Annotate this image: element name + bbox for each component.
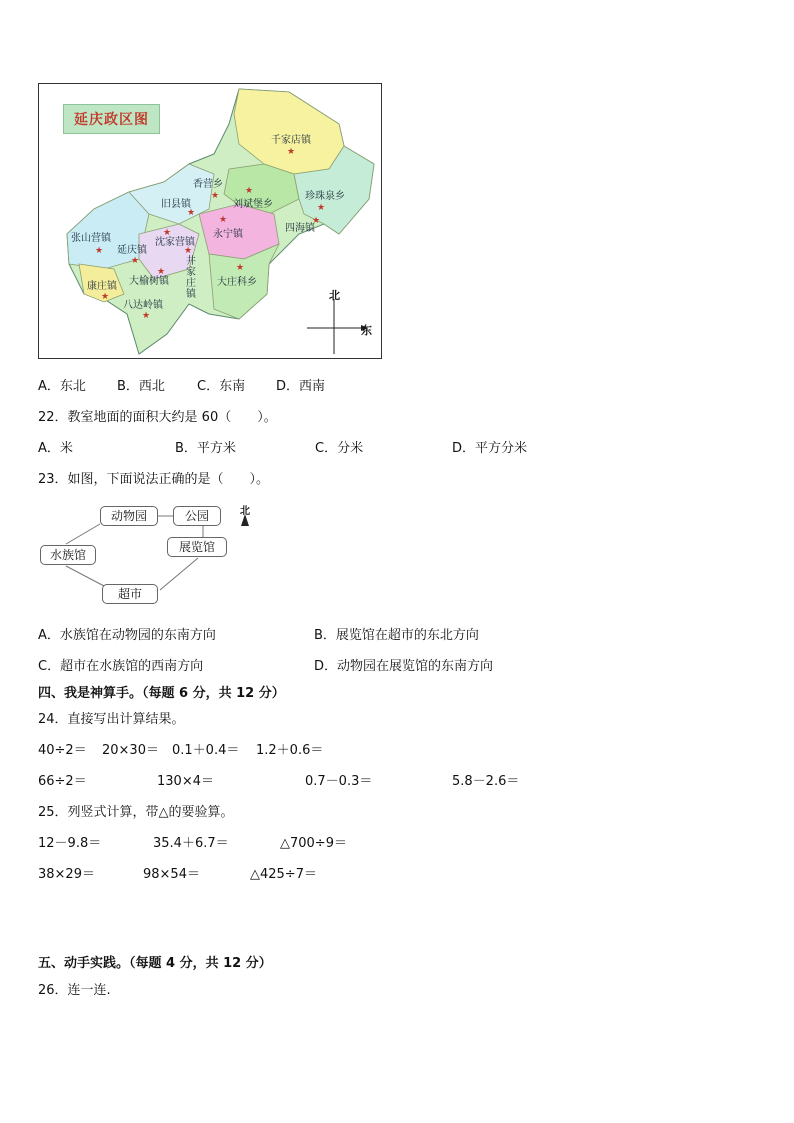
- q22-option-d[interactable]: D．平方分米: [452, 441, 528, 456]
- q22-option-c[interactable]: C．分米: [315, 441, 364, 456]
- town-label: 张山营镇: [71, 233, 111, 244]
- q24-question: 24．直接写出计算结果。: [38, 712, 185, 727]
- q23-option-c[interactable]: C．超市在水族馆的西南方向: [38, 659, 204, 674]
- q25-item: 35.4＋6.7＝: [153, 836, 229, 851]
- section5-heading: 五、动手实践。（每题 4 分，共 12 分）: [38, 956, 272, 971]
- town-label: 沈家营镇: [155, 237, 195, 248]
- section4-heading: 四、我是神算手。（每题 6 分，共 12 分）: [38, 686, 285, 701]
- q25-item: 12－9.8＝: [38, 836, 102, 851]
- box-park: 公园: [173, 506, 221, 526]
- town-label: 珍珠泉乡: [305, 191, 345, 202]
- compass-north-label: 北: [329, 289, 340, 302]
- district-map: [38, 83, 382, 359]
- star-icon: ★: [211, 191, 220, 201]
- compass-east-label: 东: [361, 324, 372, 337]
- town-label: 井家庄镇: [186, 256, 196, 300]
- town-label: 四海镇: [285, 223, 315, 234]
- q22-question: 22．教室地面的面积大约是 60（ ）。: [38, 410, 277, 425]
- q25-item: 98×54＝: [143, 867, 200, 882]
- town-label: 延庆镇: [117, 245, 147, 256]
- star-icon: ★: [312, 216, 321, 226]
- q24-item: 20×30＝: [102, 743, 159, 758]
- star-icon: ★: [142, 311, 151, 321]
- town-label: 大庄科乡: [217, 277, 257, 288]
- star-icon: ★: [95, 246, 104, 256]
- star-icon: ★: [101, 292, 110, 302]
- town-label: 千家店镇: [271, 135, 311, 146]
- box-exhibition-hall: 展览馆: [167, 537, 227, 557]
- town-label: 永宁镇: [213, 229, 243, 240]
- q25-question: 25．列竖式计算，带△的要验算。: [38, 805, 234, 820]
- map-title: 延庆政区图: [63, 104, 160, 134]
- town-label: 刘斌堡乡: [233, 199, 273, 210]
- q22-option-a[interactable]: A．米: [38, 441, 73, 456]
- box-zoo: 动物园: [100, 506, 158, 526]
- q23-option-b[interactable]: B．展览馆在超市的东北方向: [314, 628, 479, 643]
- q24-item: 66÷2＝: [38, 774, 87, 789]
- q21-option-c[interactable]: C．东南: [197, 379, 246, 394]
- star-icon: ★: [157, 267, 166, 277]
- q25-item: △425÷7＝: [250, 867, 317, 882]
- q23-option-a[interactable]: A．水族馆在动物园的东南方向: [38, 628, 216, 643]
- star-icon: ★: [245, 186, 254, 196]
- town-label: 香营乡: [193, 179, 223, 190]
- diagram-north-label: 北: [240, 506, 250, 517]
- q21-option-d[interactable]: D．西南: [276, 379, 326, 394]
- q24-item: 1.2＋0.6＝: [256, 743, 324, 758]
- q23-question: 23．如图，下面说法正确的是（ ）。: [38, 472, 270, 487]
- star-icon: ★: [317, 203, 326, 213]
- star-icon: ★: [131, 256, 140, 266]
- box-supermarket: 超市: [102, 584, 158, 604]
- q22-option-b[interactable]: B．平方米: [175, 441, 236, 456]
- town-label: 八达岭镇: [123, 300, 163, 311]
- star-icon: ★: [163, 228, 172, 238]
- q25-item: 38×29＝: [38, 867, 95, 882]
- star-icon: ★: [287, 147, 296, 157]
- box-aquarium: 水族馆: [40, 545, 96, 565]
- q23-option-d[interactable]: D．动物园在展览馆的东南方向: [314, 659, 494, 674]
- star-icon: ★: [236, 263, 245, 273]
- star-icon: ★: [187, 208, 196, 218]
- town-label: 康庄镇: [87, 281, 117, 292]
- star-icon: ★: [219, 215, 228, 225]
- q24-item: 5.8－2.6＝: [452, 774, 520, 789]
- town-label: 大榆树镇: [129, 276, 169, 287]
- star-icon: ★: [184, 246, 193, 256]
- q21-option-a[interactable]: A．东北: [38, 379, 86, 394]
- direction-diagram: [38, 500, 268, 610]
- q24-item: 130×4＝: [157, 774, 214, 789]
- q26-question: 26．连一连.: [38, 983, 111, 998]
- q24-item: 40÷2＝: [38, 743, 87, 758]
- q24-item: 0.1＋0.4＝: [172, 743, 240, 758]
- q24-item: 0.7－0.3＝: [305, 774, 373, 789]
- town-label: 旧县镇: [161, 199, 191, 210]
- q25-item: △700÷9＝: [280, 836, 347, 851]
- q21-option-b[interactable]: B．西北: [117, 379, 165, 394]
